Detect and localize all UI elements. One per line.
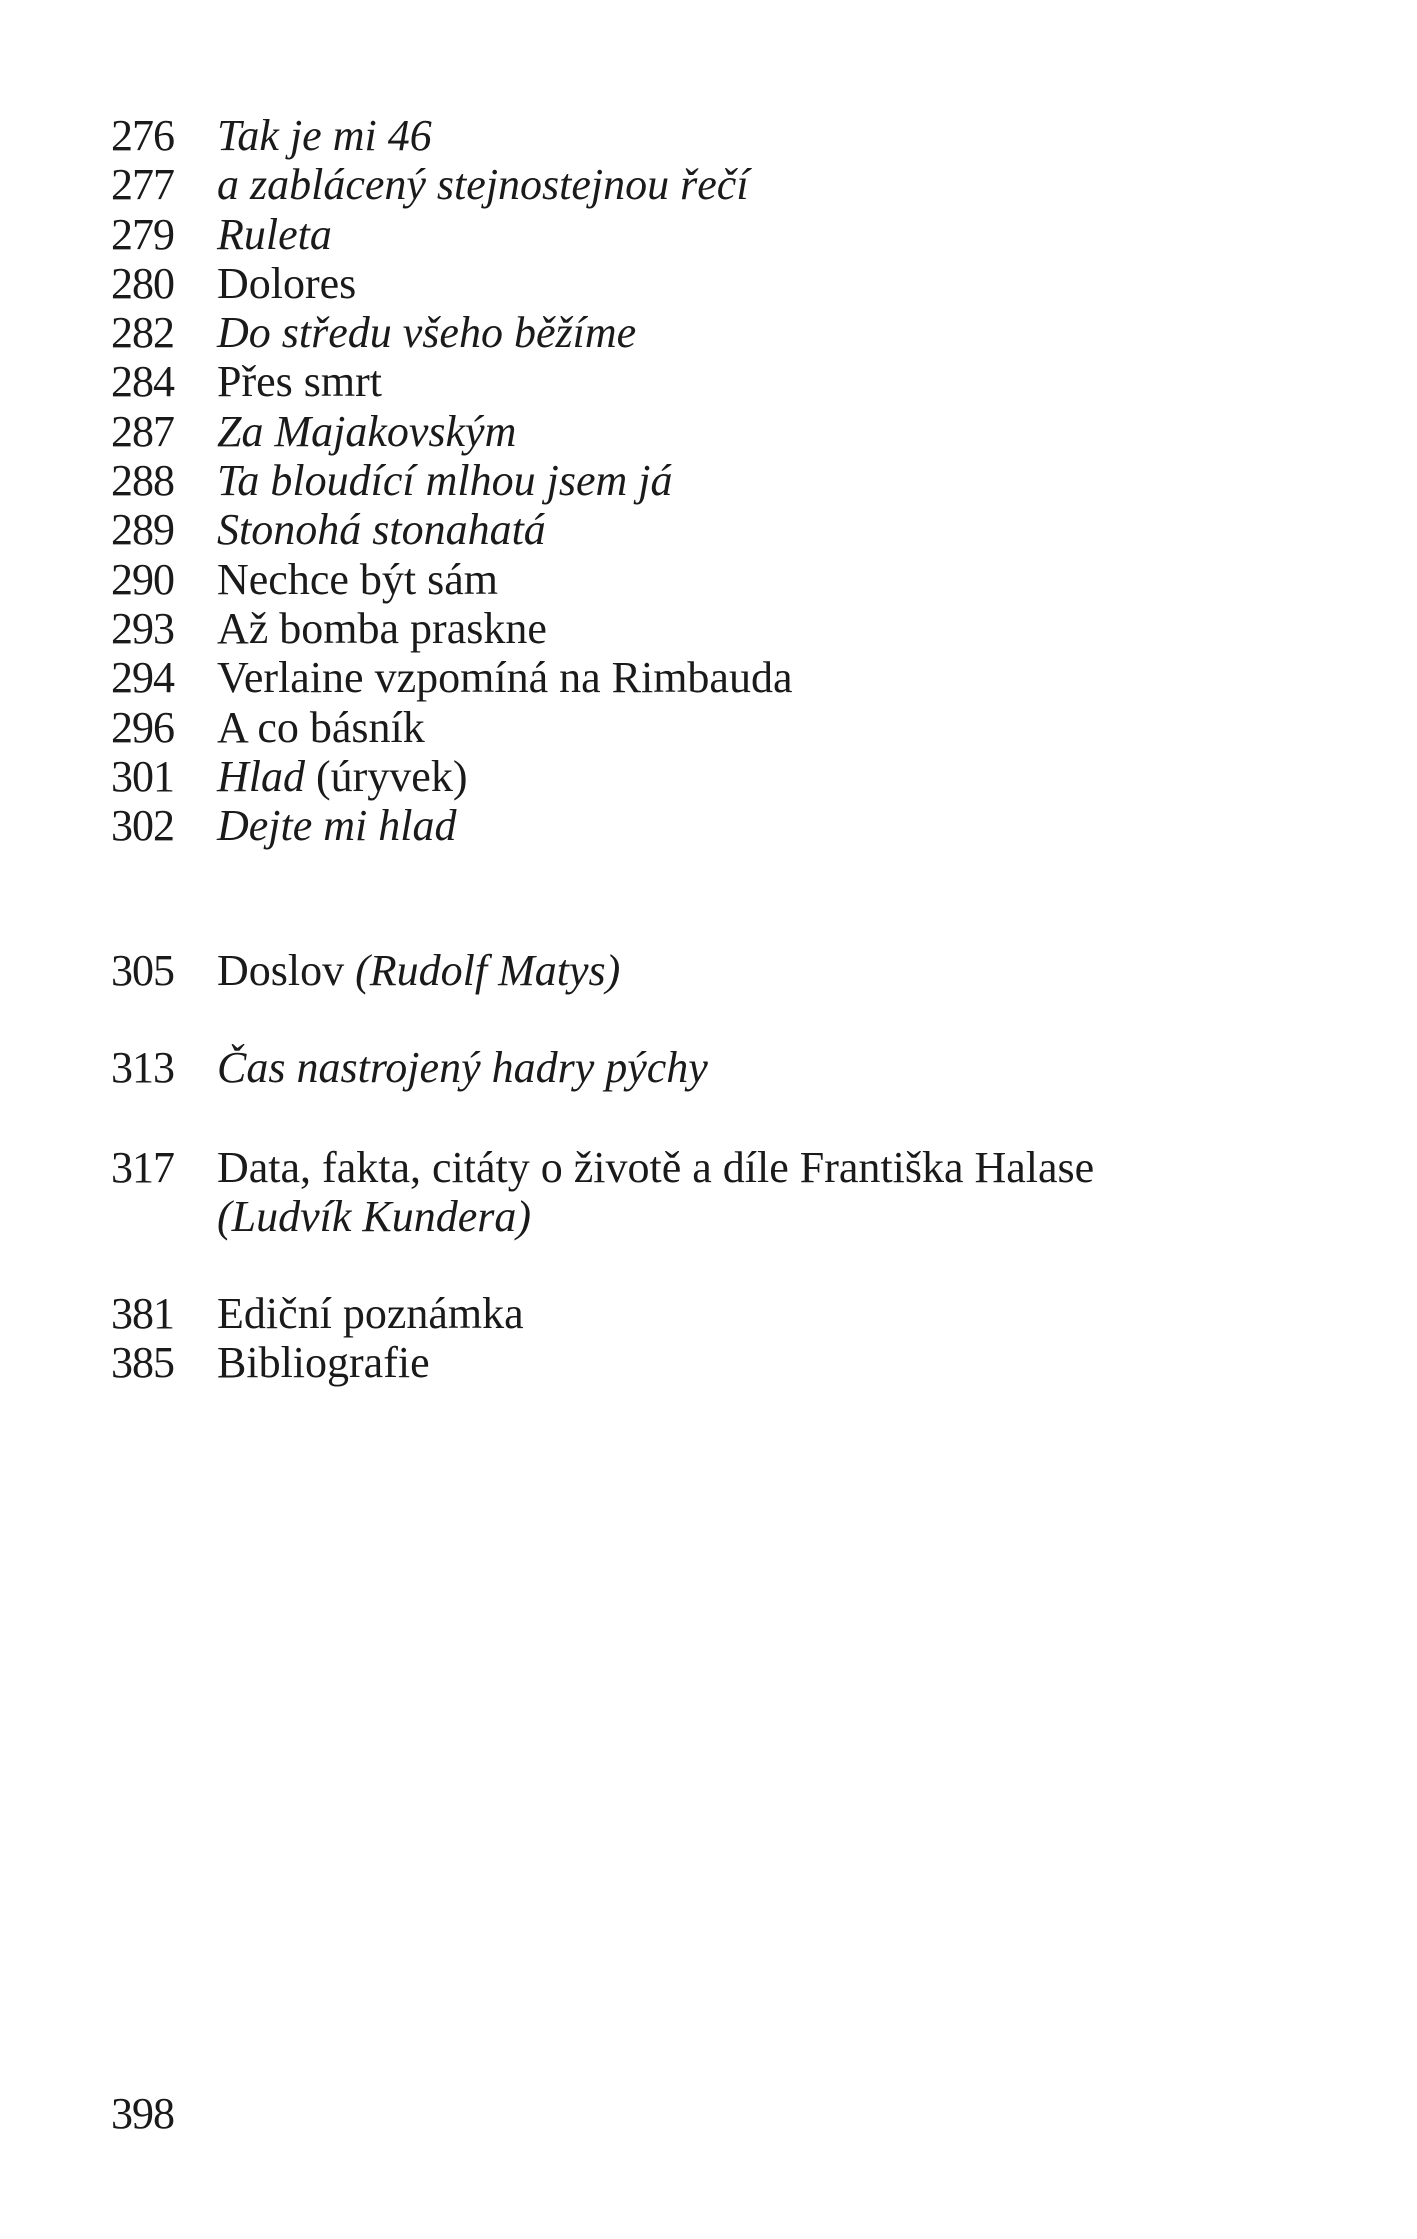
toc-title-part: (Rudolf Matys) (355, 946, 621, 995)
toc-title (217, 555, 792, 604)
toc-title-part: (úryvek) (305, 751, 468, 801)
toc-title-part: Stonohá stonahatá (217, 505, 546, 555)
toc-entry (111, 308, 792, 357)
toc-title-part: Ta bloudící mlhou jsem já (217, 456, 673, 506)
toc-page-number: 301 (111, 751, 174, 801)
toc-title (217, 357, 792, 406)
toc-title-part: Přes smrt (217, 357, 382, 407)
toc-title (217, 1043, 708, 1092)
toc-page-number: 381 (111, 1289, 174, 1338)
toc-title (217, 407, 792, 456)
toc-page-number: 276 (111, 111, 174, 160)
toc-entry (111, 505, 792, 554)
toc-entry (111, 1143, 1094, 1242)
toc-page-number: 296 (111, 702, 174, 752)
toc-page-number: 385 (111, 1338, 174, 1388)
toc-entry (111, 407, 792, 456)
toc-title-part: Dolores (217, 258, 357, 308)
toc-title-part: Čas nastrojený hadry pýchy (217, 1043, 708, 1092)
toc-entry (111, 1289, 524, 1338)
toc-title-part: Data, fakta, citáty o životě a díle Františka Halase (217, 1143, 1095, 1192)
toc-title (217, 259, 792, 308)
toc-title-part: Ruleta (217, 209, 332, 259)
toc-page-number: 277 (111, 160, 174, 210)
toc-entry (111, 111, 792, 160)
toc-entry (111, 160, 792, 209)
toc-page-number: 280 (111, 258, 174, 308)
toc-title-part: Verlaine vzpomíná na Rimbauda (217, 653, 793, 703)
toc-entry (111, 259, 792, 308)
toc-title-part: Bibliografie (217, 1338, 430, 1388)
toc-page-number: 293 (111, 603, 174, 653)
page-number: 398 (111, 2089, 174, 2138)
toc-title (217, 1338, 524, 1387)
toc-title (217, 456, 792, 505)
toc-entry (111, 1338, 524, 1387)
toc-title (217, 653, 792, 702)
toc-title (217, 801, 792, 850)
toc-title-part: Dejte mi hlad (217, 801, 457, 851)
toc-page-number: 317 (111, 1143, 174, 1192)
toc-entry (111, 210, 792, 259)
toc-group-cas (111, 1043, 708, 1092)
toc-group-data (111, 1143, 1094, 1242)
toc-title-part: Tak je mi 46 (217, 111, 432, 160)
toc-title-part: Za Majakovským (217, 406, 517, 456)
toc-title (217, 604, 792, 653)
toc-entry (111, 946, 620, 995)
toc-title-part: a zablácený stejnostejnou řečí (217, 160, 749, 210)
toc-title-part: Až bomba praskne (217, 603, 547, 653)
toc-page-number: 294 (111, 653, 174, 703)
toc-entry (111, 456, 792, 505)
toc-title-part: (Ludvík Kundera) (217, 1192, 532, 1242)
toc-title (217, 1143, 1094, 1242)
toc-page-number: 282 (111, 308, 174, 358)
toc-title (217, 210, 792, 259)
toc-title (217, 111, 792, 160)
toc-title-part: Ediční poznámka (217, 1289, 524, 1338)
toc-group-poems (111, 111, 792, 850)
toc-page-number: 289 (111, 505, 174, 555)
toc-page-number: 302 (111, 801, 174, 851)
toc-entry (111, 604, 792, 653)
toc-title (217, 752, 792, 801)
toc-title (217, 703, 792, 752)
toc-group-afterword (111, 946, 620, 995)
toc-page-number: 287 (111, 406, 174, 456)
toc-entry (111, 555, 792, 604)
toc-entry (111, 357, 792, 406)
toc-page-number: 284 (111, 357, 174, 407)
toc-title-part: Nechce být sám (217, 554, 498, 604)
toc-title (217, 308, 792, 357)
toc-page-number: 279 (111, 209, 174, 259)
toc-group-notes (111, 1289, 524, 1388)
toc-title-part: Hlad (217, 751, 305, 801)
toc-page-number: 305 (111, 946, 174, 995)
toc-title (217, 1289, 524, 1338)
toc-entry (111, 752, 792, 801)
toc-entry (111, 703, 792, 752)
toc-entry (111, 801, 792, 850)
toc-entry (111, 1043, 708, 1092)
toc-title-part: Doslov (217, 946, 356, 995)
toc-page-number: 290 (111, 554, 174, 604)
toc-page-number: 288 (111, 456, 174, 506)
toc-title-part: A co básník (217, 702, 425, 752)
toc-page-number: 313 (111, 1043, 174, 1092)
toc-title (217, 946, 620, 995)
toc-title (217, 505, 792, 554)
toc-title (217, 160, 792, 209)
toc-entry (111, 653, 792, 702)
toc-title-part: Do středu všeho běžíme (217, 308, 637, 358)
